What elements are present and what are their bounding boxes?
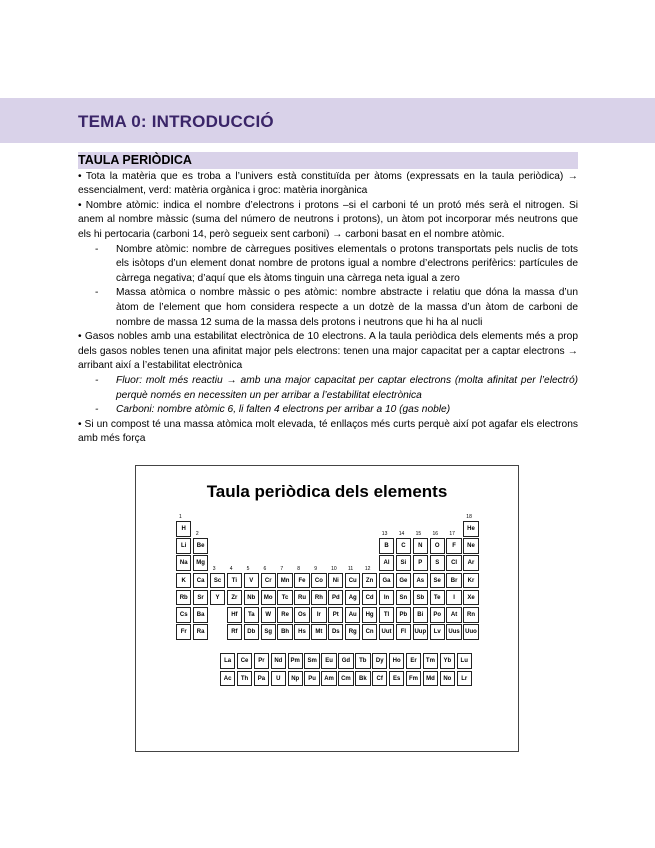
paragraph-matter: • Tota la matèria que es troba a l’univers està constituïda per àtoms (expressats en la taula periòdica) → essencialment, verd: matèria orgànica i groc: matèria inorgànica [78, 170, 578, 197]
group-number: 1 [179, 514, 182, 520]
list-item [78, 243, 578, 287]
element-cell: Hf [227, 607, 242, 623]
list-item-text: Fluor: molt més reactiu → amb una major capacitat per captar electrons (molta afinitat per l’electró) perquè només en necessiten un per arribar a l’estabilitat electrònica [116, 374, 578, 401]
element-cell: Tc [277, 590, 292, 606]
element-cell: Po [430, 607, 445, 623]
element-cell: No [440, 671, 455, 687]
element-cell: Sn [396, 590, 411, 606]
group-number: 3 [212, 565, 216, 572]
element-cell: F [446, 538, 461, 554]
element-cell: Ra [193, 624, 208, 640]
element-cell: Ca [193, 573, 208, 589]
element-cell: Ce [237, 653, 252, 669]
element-cell: Bi [413, 607, 428, 623]
element-cell: Uuo [463, 624, 478, 640]
element-cell: Ne [463, 538, 478, 554]
element-cell: He [463, 521, 478, 537]
group-number: 7 [280, 565, 284, 572]
element-cell: O [430, 538, 445, 554]
element-cell: Cr [261, 573, 276, 589]
element-cell: Ru [294, 590, 309, 606]
group-number: 17 [449, 531, 455, 538]
element-cell: Ge [396, 573, 411, 589]
group-number: 18 [466, 514, 472, 520]
paragraph-atomic-number: • Nombre atòmic: indica el nombre d’electrons i protons –si el carboni té un protó més serà el nitrogen. Si anem al nombre màssic (suma del número de neutrons i protons), un àtom pot incorporar més neutrons que els hi pertocaria (carboni 14, però segueix sent carboni) → carboni basat en el nombre atòmic. [78, 199, 578, 240]
element-cell: Es [389, 671, 404, 687]
dash-bullet: - [95, 287, 99, 299]
element-cell: Lr [457, 671, 472, 687]
element-cell: Bh [277, 624, 292, 640]
element-cell: C [396, 538, 411, 554]
group-number: 11 [348, 565, 354, 572]
element-cell: Lv [430, 624, 445, 640]
element-cell: Cn [362, 624, 377, 640]
element-cell: Ta [244, 607, 259, 623]
element-cell: Dy [372, 653, 387, 669]
element-cell: Mn [277, 573, 292, 589]
element-cell: Kr [463, 573, 478, 589]
element-cell: Sm [304, 653, 319, 669]
sublist-definitions [78, 243, 578, 331]
element-cell: Ac [220, 671, 235, 687]
element-cell: Pb [396, 607, 411, 623]
element-cell: Y [210, 590, 225, 606]
element-cell: Br [446, 573, 461, 589]
element-cell: W [261, 607, 276, 623]
element-cell: Eu [321, 653, 336, 669]
group-number: 4 [229, 565, 233, 572]
element-cell: Ga [379, 573, 394, 589]
element-cell: Xe [463, 590, 478, 606]
element-cell: Fm [406, 671, 421, 687]
element-cell: Rb [176, 590, 191, 606]
element-cell: Ag [345, 590, 360, 606]
dash-bullet: - [95, 243, 99, 255]
element-cell: Pt [328, 607, 343, 623]
element-cell: Db [244, 624, 259, 640]
element-cell: Cs [176, 607, 191, 623]
element-cell: P [413, 555, 428, 571]
element-cell: Au [345, 607, 360, 623]
element-cell: Si [396, 555, 411, 571]
element-cell: In [379, 590, 394, 606]
element-cell: Re [277, 607, 292, 623]
element-cell: Mt [311, 624, 326, 640]
element-cell: Rn [463, 607, 478, 623]
dash-bullet: - [95, 374, 99, 386]
element-cell: Ds [328, 624, 343, 640]
element-cell: S [430, 555, 445, 571]
element-cell: V [244, 573, 259, 589]
periodic-table-figure [135, 465, 519, 752]
element-cell: Sb [413, 590, 428, 606]
element-cell: Lu [457, 653, 472, 669]
element-cell: Np [288, 671, 303, 687]
element-cell: K [176, 573, 191, 589]
group-number: 16 [432, 531, 439, 538]
group-number: 9 [314, 565, 317, 572]
element-cell: Li [176, 538, 191, 554]
element-cell: Ho [389, 653, 404, 669]
element-cell: Ar [463, 555, 478, 571]
element-cell: Hg [362, 607, 377, 623]
list-item-text: Carboni: nombre atòmic 6, li falten 4 electrons per arribar a 10 (gas noble) [116, 404, 451, 416]
element-cell: Hs [294, 624, 309, 640]
element-cell: Sr [193, 590, 208, 606]
element-cell: Rf [227, 624, 242, 640]
element-cell: Uup [413, 624, 428, 640]
element-cell: U [271, 671, 286, 687]
element-cell: Uus [446, 624, 461, 640]
element-cell: Mo [261, 590, 276, 606]
element-cell: Co [311, 573, 326, 589]
document-body [78, 152, 578, 447]
element-cell: Os [294, 607, 309, 623]
element-cell: Am [321, 671, 336, 687]
element-cell: I [446, 590, 461, 606]
element-cell: B [379, 538, 394, 554]
list-item-text: Nombre atòmic: nombre de càrregues positives elementals o protons transportats pels nuclis de tots els isòtops d’un element donat nombre de protons igual a nombre d’electrons perifèrics: partícules de càrrega negativa; d’aquí que els àtoms tinguin una càrrega neta igual a zero [116, 243, 578, 284]
element-cell: Sg [261, 624, 276, 640]
paragraph-noble-gases: • Gasos nobles amb una estabilitat electrònica de 10 electrons. A la taula periòdica dels elements més a prop dels gasos nobles tenen una afinitat major pels electrons: tenen una major capacitat per a captar electrons → arribant així a l’estabilitat electrònica [78, 331, 578, 372]
element-cell: Ba [193, 607, 208, 623]
group-number: 14 [398, 531, 405, 538]
group-number: 10 [331, 565, 337, 572]
element-cell: Zn [362, 573, 377, 589]
group-number: 8 [297, 565, 301, 572]
element-cell: Th [237, 671, 252, 687]
element-cell: Bk [355, 671, 370, 687]
element-cell: Sc [210, 573, 225, 589]
element-cell: Ti [227, 573, 242, 589]
list-item [78, 374, 578, 403]
element-cell: N [413, 538, 428, 554]
element-cell: Uut [379, 624, 394, 640]
page-title: TEMA 0: INTRODUCCIÓ [78, 112, 274, 131]
element-cell: Cu [345, 573, 360, 589]
element-cell: Fr [176, 624, 191, 640]
element-cell: Nb [244, 590, 259, 606]
element-cell: Rh [311, 590, 326, 606]
element-cell: Rg [345, 624, 360, 640]
element-cell: Te [430, 590, 445, 606]
element-cell: Fe [294, 573, 309, 589]
element-cell: At [446, 607, 461, 623]
element-cell: Tb [355, 653, 370, 669]
group-number: 2 [195, 531, 199, 538]
element-cell: As [413, 573, 428, 589]
section-heading: TAULA PERIÒDICA [78, 152, 578, 169]
element-cell: Er [406, 653, 421, 669]
element-cell: Cf [372, 671, 387, 687]
element-cell: Be [193, 538, 208, 554]
element-cell: Se [430, 573, 445, 589]
element-cell: Cm [338, 671, 353, 687]
list-item [78, 286, 578, 330]
list-item-text: Massa atòmica o nombre màssic o pes atòmic: nombre abstracte i relatiu que dóna la massa d’un àtom de l’element que hom considera respecte a un dotzè de la massa d’un àtom de carboni de nombre de massa 12 suma de la massa dels protons i neutrons que hi ha al nucli [116, 287, 578, 328]
element-cell: Fl [396, 624, 411, 640]
element-cell: Yb [440, 653, 455, 669]
header-band [0, 98, 655, 143]
element-cell: Pm [288, 653, 303, 669]
element-cell: Tm [423, 653, 438, 669]
figure-title: Taula periòdica dels elements [206, 482, 448, 501]
element-cell: Ni [328, 573, 343, 589]
element-cell: Pd [328, 590, 343, 606]
element-cell: Md [423, 671, 438, 687]
group-number: 12 [364, 565, 371, 572]
element-cell: Tl [379, 607, 394, 623]
element-cell: Pu [304, 671, 319, 687]
element-cell: Cl [446, 555, 461, 571]
group-number: 13 [381, 531, 388, 538]
element-cell: Cd [362, 590, 377, 606]
sublist-examples [78, 374, 578, 418]
element-cell: Pa [254, 671, 269, 687]
element-cell: Mg [193, 555, 208, 571]
element-cell: H [176, 521, 191, 537]
element-cell: Al [379, 555, 394, 571]
paragraph-atomic-mass: • Si un compost té una massa atòmica molt elevada, té enllaços més curts perquè així pot agafar els electrons amb més força [78, 418, 578, 445]
element-cell: Na [176, 555, 191, 571]
element-cell: Nd [271, 653, 286, 669]
element-cell: Ir [311, 607, 326, 623]
element-cell: Gd [338, 653, 353, 669]
group-number: 6 [263, 565, 267, 572]
element-cell: Pr [254, 653, 269, 669]
group-number: 15 [415, 531, 422, 538]
group-number: 5 [246, 565, 250, 572]
element-cell: La [220, 653, 235, 669]
dash-bullet: - [95, 404, 99, 416]
list-item [78, 403, 578, 418]
element-cell: Zr [227, 590, 242, 606]
